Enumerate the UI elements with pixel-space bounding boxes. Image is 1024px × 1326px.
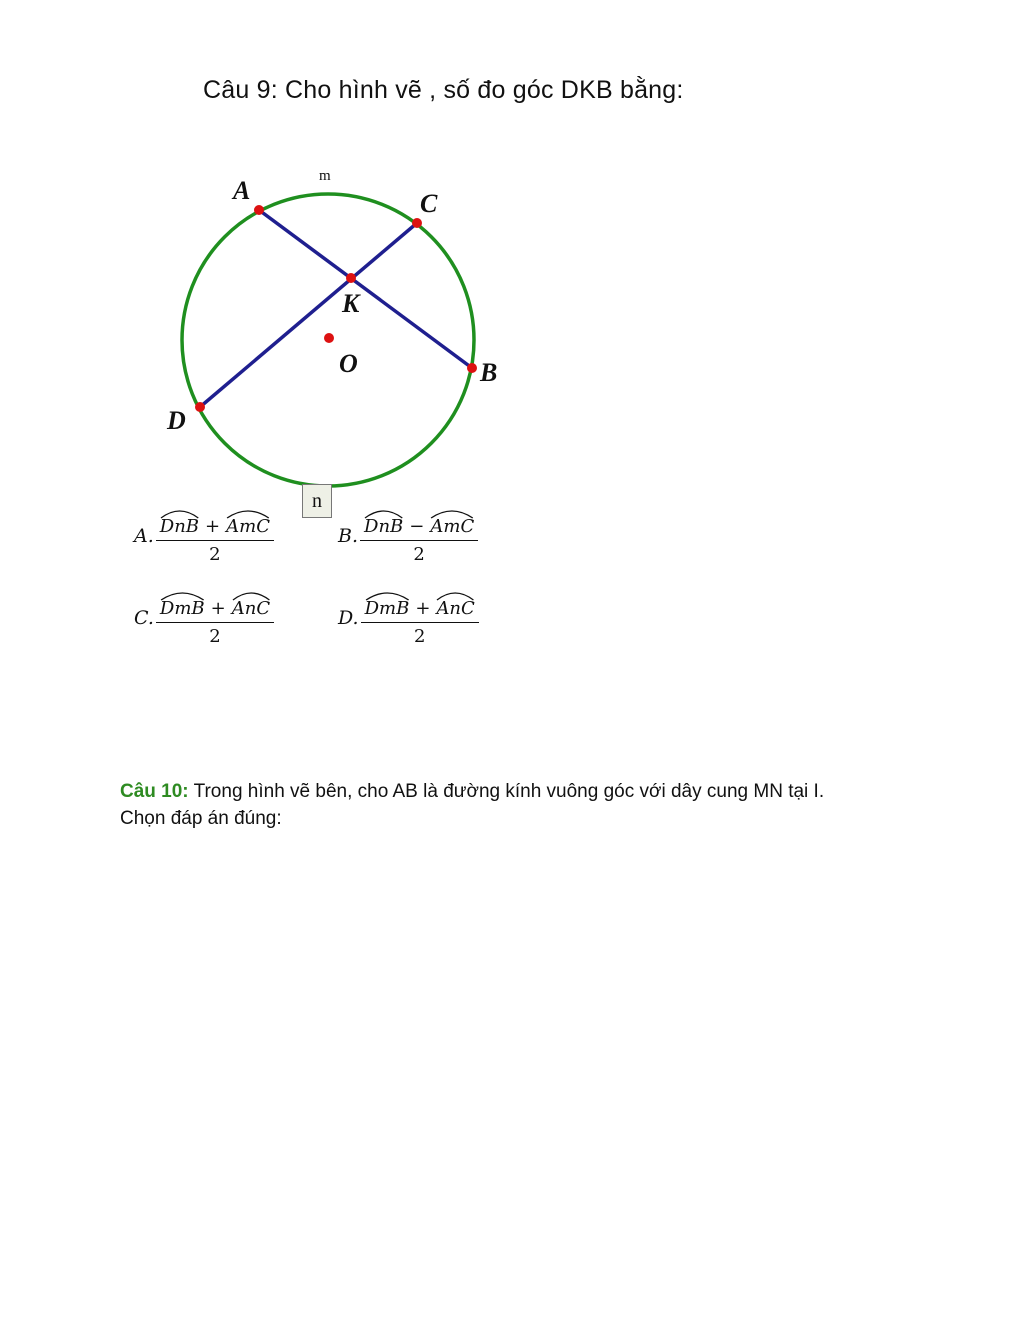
arc-name: AnC (436, 598, 475, 619)
label-o: O (339, 349, 358, 378)
denominator: 2 (209, 626, 221, 647)
label-b: B (480, 358, 498, 387)
circle-figure (120, 150, 540, 670)
arc-term (430, 516, 474, 537)
fraction (360, 506, 478, 565)
geometry-diagram (120, 150, 540, 510)
question-10-label: Câu 10: (120, 781, 189, 802)
chord-ab (259, 210, 472, 368)
operator: + (210, 598, 226, 619)
label-d: D (167, 406, 186, 435)
numerator (361, 588, 479, 623)
chord-cd (200, 223, 417, 407)
denominator: 2 (413, 544, 425, 565)
fraction (361, 588, 479, 647)
arc-term (436, 598, 474, 619)
arc-term (160, 598, 205, 619)
arc-term (160, 516, 199, 537)
question-10 (120, 778, 940, 832)
label-k: K (342, 289, 360, 318)
point-o (324, 333, 334, 343)
arc-name: AmC (226, 516, 270, 537)
option-d[interactable] (338, 588, 479, 647)
point-k (346, 273, 356, 283)
arc-term (232, 598, 270, 619)
arc-name: AnC (231, 598, 271, 619)
numerator (360, 506, 478, 541)
question-10-instruction: Chọn đáp án đúng: (120, 808, 282, 829)
label-c: C (420, 189, 438, 218)
point-c (412, 218, 422, 228)
arc-name: DmB (364, 598, 410, 619)
point-d (195, 402, 205, 412)
fraction (156, 506, 274, 565)
point-a (254, 205, 264, 215)
arc-name: DmB (159, 598, 205, 619)
arc-label-m: m (319, 168, 331, 184)
option-letter: C. (134, 606, 154, 629)
option-letter: D. (338, 606, 359, 629)
fraction (156, 588, 274, 647)
option-a[interactable] (134, 506, 274, 565)
option-c[interactable] (134, 588, 274, 647)
option-letter: B. (338, 524, 359, 547)
option-letter: A. (134, 524, 154, 547)
numerator (156, 506, 274, 541)
label-a: A (233, 176, 251, 205)
operator: + (415, 598, 431, 619)
arc-term (226, 516, 270, 537)
question-10-text: Trong hình vẽ bên, cho AB là đường kính vuông góc với dây cung MN tại I. (188, 781, 825, 802)
arc-name: DnB (159, 516, 200, 537)
operator: + (205, 516, 221, 537)
arc-name: AmC (430, 516, 475, 537)
operator: − (409, 516, 425, 537)
arc-label-n: n (302, 484, 332, 518)
arc-name: DnB (364, 516, 404, 537)
option-b[interactable] (338, 506, 478, 565)
arc-term (364, 516, 403, 537)
point-b (467, 363, 477, 373)
numerator (156, 588, 274, 623)
denominator: 2 (209, 544, 221, 565)
denominator: 2 (413, 626, 426, 647)
arc-term (365, 598, 410, 619)
answer-options (130, 506, 490, 654)
question-9-title: Câu 9: Cho hình vẽ , số đo góc DKB bằng: (203, 76, 684, 104)
